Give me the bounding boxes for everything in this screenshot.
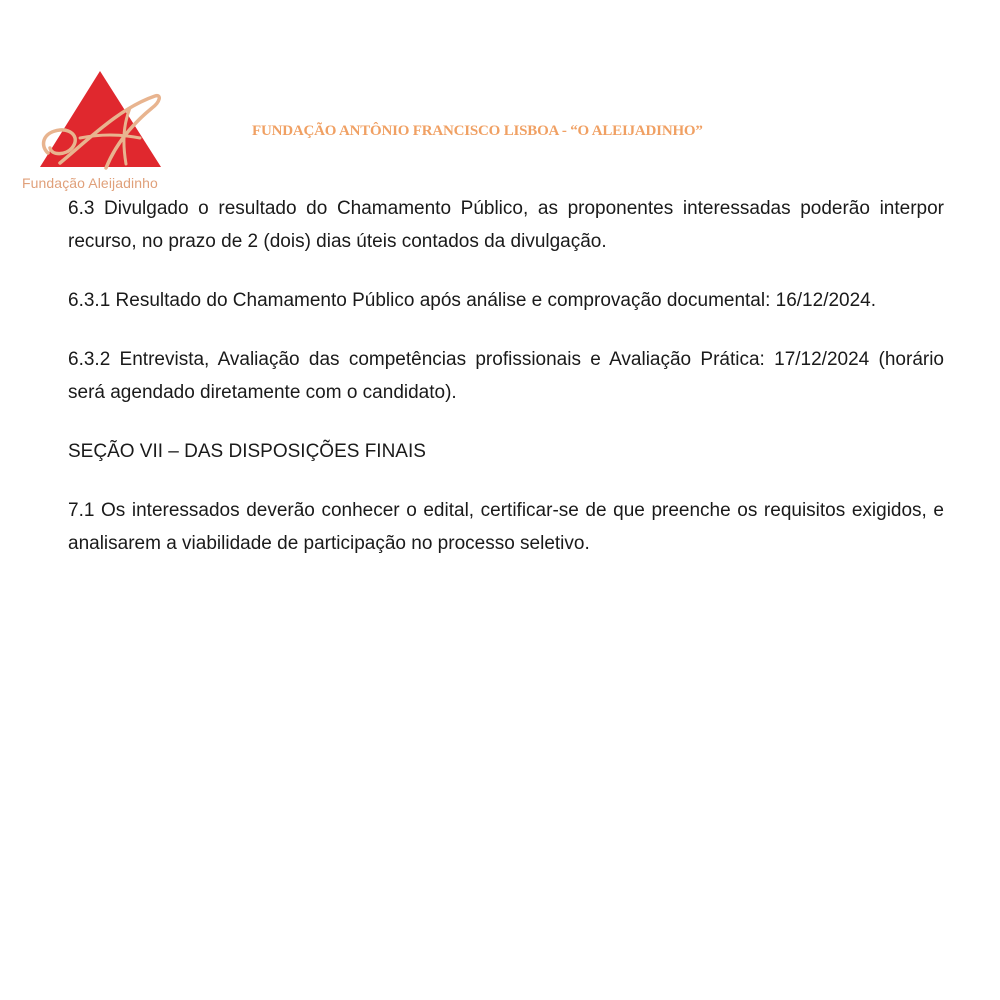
paragraph-7-1: 7.1 Os interessados deverão conhecer o edital, certificar-se de que preenche os requisitos exigidos, e analisarem a viabilidade de participação no processo seletivo. xyxy=(68,500,944,554)
document-header xyxy=(0,0,1000,200)
organization-name: FUNDAÇÃO ANTÔNIO FRANCISCO LISBOA - “O ALEIJADINHO” xyxy=(252,123,703,139)
logo-emblem-icon xyxy=(20,68,190,178)
paragraph-6-3: 6.3 Divulgado o resultado do Chamamento Público, as proponentes interessadas poderão interpor recurso, no prazo de 2 (dois) dias úteis contados da divulgação. xyxy=(68,198,944,252)
fundacao-aleijadinho-logo xyxy=(20,68,190,193)
section-heading: SEÇÃO VII – DAS DISPOSIÇÕES FINAIS xyxy=(68,441,426,462)
document-body xyxy=(68,192,944,586)
logo-caption: Fundação Aleijadinho xyxy=(22,175,158,191)
paragraph-6-3-2: 6.3.2 Entrevista, Avaliação das competências profissionais e Avaliação Prática: 17/12/2024 (horário será agendado diretamente com o candidato). xyxy=(68,349,944,403)
paragraph-6-3-1: 6.3.1 Resultado do Chamamento Público após análise e comprovação documental: 16/12/2024. xyxy=(68,290,877,311)
